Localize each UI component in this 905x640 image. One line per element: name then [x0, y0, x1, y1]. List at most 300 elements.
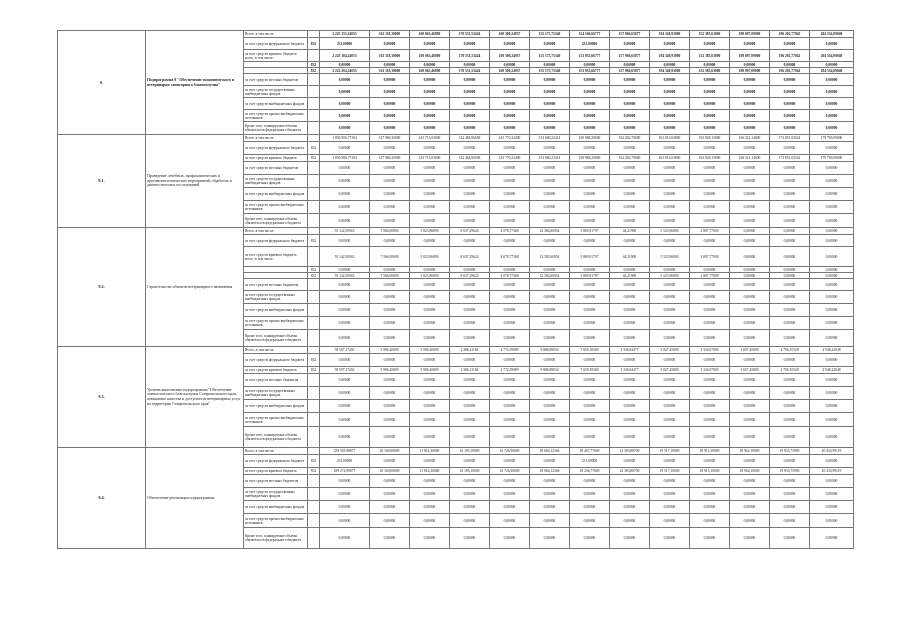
kbk-code: [308, 291, 320, 304]
year-cell: 0,00000: [490, 98, 530, 110]
funding-source: Всего, в том числе:: [244, 228, 308, 235]
total-cell: 0,00000: [320, 400, 370, 413]
year-cell: 0,00000: [450, 317, 490, 330]
year-cell: 0,00000: [410, 214, 450, 228]
budget-table-sheet: [57, 30, 853, 549]
year-cell: 0,00000: [370, 501, 410, 514]
total-cell: 0,00000: [320, 514, 370, 528]
year-cell: 8 637,29624: [450, 228, 490, 235]
year-cell: 0,00000: [450, 162, 490, 175]
year-cell: 0,00000: [610, 427, 650, 448]
year-cell: 0,00000: [370, 38, 410, 50]
year-cell: 0,00000: [410, 475, 450, 488]
year-cell: 3 336,84477: [610, 347, 650, 354]
year-cell: 0,00000: [370, 317, 410, 330]
year-cell: 16 185,10000: [450, 448, 490, 455]
year-cell: 0,00000: [610, 74, 650, 86]
year-cell: 0,00000: [530, 528, 570, 549]
year-cell: 0,00000: [730, 247, 770, 267]
year-cell: 0,00000: [690, 235, 730, 247]
year-cell: 0,00000: [530, 110, 570, 122]
kbk-code: [308, 488, 320, 501]
year-cell: 169 063,46890: [410, 31, 450, 38]
year-cell: 0,00000: [490, 110, 530, 122]
kbk-code: [308, 135, 320, 142]
year-cell: 0,00000: [730, 330, 770, 347]
year-cell: 0,00000: [490, 175, 530, 188]
total-cell: 0,00000: [320, 188, 370, 201]
year-cell: 7 566,00000: [370, 247, 410, 267]
kbk-code: 832: [308, 455, 320, 468]
year-cell: 20 169,00000: [370, 468, 410, 475]
year-cell: 0,00000: [570, 188, 610, 201]
year-cell: 0,00000: [610, 354, 650, 367]
total-cell: 0,00000: [320, 175, 370, 188]
year-cell: 0,00000: [450, 354, 490, 367]
year-cell: 0,00000: [810, 330, 854, 347]
year-cell: 0,00000: [490, 400, 530, 413]
year-cell: 0,00000: [730, 162, 770, 175]
year-cell: 0,00000: [490, 267, 530, 273]
year-cell: 0,00000: [810, 528, 854, 549]
total-cell: 0,00000: [320, 201, 370, 214]
year-cell: 2 772,59089: [490, 367, 530, 374]
year-cell: 0,00000: [530, 175, 570, 188]
funding-source: за счет средств государственных внебюджетных фондов: [244, 175, 308, 188]
year-cell: 179 769,09000: [810, 135, 854, 142]
year-cell: 0,00000: [370, 400, 410, 413]
year-cell: 5 523,96000: [650, 228, 690, 235]
year-cell: 0,00000: [770, 291, 810, 304]
year-cell: 18 064,12346: [530, 448, 570, 455]
year-cell: 0,00000: [730, 488, 770, 501]
year-cell: 0,00000: [410, 455, 450, 468]
year-cell: 0,00000: [410, 74, 450, 86]
year-cell: 0,00000: [570, 98, 610, 110]
year-cell: 0,00000: [450, 501, 490, 514]
year-cell: 0,00000: [410, 330, 450, 347]
year-cell: 0,00000: [730, 304, 770, 317]
section-name: Проведение лечебных, профилактических и противоэпизоотических мероприятий, обработок и диагностических исследований: [146, 135, 244, 228]
year-cell: 0,00000: [770, 413, 810, 427]
year-cell: 0,00000: [730, 38, 770, 50]
year-cell: 4 078,77368: [490, 247, 530, 267]
year-cell: 0,00000: [530, 488, 570, 501]
year-cell: 0,00000: [530, 279, 570, 291]
total-cell: 259 274,98877: [320, 468, 370, 475]
year-cell: 0,00000: [570, 214, 610, 228]
year-cell: 163 828,15800: [690, 155, 730, 162]
year-cell: 0,00000: [490, 142, 530, 155]
year-cell: 142 484,86658: [450, 135, 490, 142]
year-cell: 5 827,45000: [650, 367, 690, 374]
year-cell: 0,00000: [610, 38, 650, 50]
year-cell: 0,00000: [650, 400, 690, 413]
year-cell: 0,00000: [690, 400, 730, 413]
year-cell: 0,00000: [690, 291, 730, 304]
year-cell: 161 812,63800: [650, 155, 690, 162]
kbk-code: [308, 247, 320, 267]
year-cell: 0,00000: [610, 175, 650, 188]
year-cell: 0,00000: [650, 110, 690, 122]
year-cell: 5 823,86890: [410, 247, 450, 267]
year-cell: 0,00000: [770, 330, 810, 347]
year-cell: 0,00000: [530, 142, 570, 155]
year-cell: 0,00000: [410, 267, 450, 273]
section-code: 9.2.: [58, 228, 146, 347]
kbk-code: [308, 279, 320, 291]
year-cell: 0,00000: [690, 455, 730, 468]
year-cell: 0,00000: [770, 175, 810, 188]
total-cell: 1 850 906,77304: [320, 155, 370, 162]
year-cell: 0,00000: [690, 488, 730, 501]
year-cell: 0,00000: [410, 528, 450, 549]
year-cell: 0,00000: [490, 488, 530, 501]
year-cell: 0,00000: [370, 427, 410, 448]
funding-source: за счет средств внебюджетных фондов: [244, 98, 308, 110]
year-cell: 7 566,00000: [370, 228, 410, 235]
year-cell: 0,00000: [370, 455, 410, 468]
kbk-code: [308, 400, 320, 413]
year-cell: 0,00000: [730, 528, 770, 549]
year-cell: 157 966,65877: [610, 68, 650, 74]
year-cell: 0,00000: [410, 427, 450, 448]
section-code: 9.1.: [58, 135, 146, 228]
year-cell: 196 202,77942: [770, 50, 810, 62]
year-cell: 0,00000: [570, 86, 610, 98]
year-cell: 204 534,09040: [810, 68, 854, 74]
kbk-code: [308, 201, 320, 214]
year-cell: 0,00000: [570, 317, 610, 330]
year-cell: 0,00000: [490, 514, 530, 528]
year-cell: 0,00000: [650, 413, 690, 427]
section-name: Строительство объектов ветеринарного назначения: [146, 228, 244, 347]
funding-source: за счет средств прочих внебюджетных источников: [244, 110, 308, 122]
year-cell: 2 772,59089: [490, 347, 530, 354]
year-cell: 166 321,14000: [730, 135, 770, 142]
year-cell: 0,00000: [730, 267, 770, 273]
year-cell: 0,00000: [410, 235, 450, 247]
year-cell: 0,00000: [370, 475, 410, 488]
year-cell: 0,00000: [610, 514, 650, 528]
total-cell: 231,00000: [320, 455, 370, 468]
year-cell: 0,00000: [410, 122, 450, 135]
year-cell: 0,00000: [370, 201, 410, 214]
funding-source: за счет средств внебюджетных фондов: [244, 188, 308, 201]
year-cell: 0,00000: [370, 413, 410, 427]
year-cell: 0,00000: [810, 162, 854, 175]
funding-source: за счет средств местных бюджетов: [244, 374, 308, 387]
year-cell: 0,00000: [410, 514, 450, 528]
total-cell: 0,00000: [320, 214, 370, 228]
kbk-code: [308, 528, 320, 549]
kbk-code: [308, 448, 320, 455]
year-cell: 5 523,96000: [650, 247, 690, 267]
year-cell: 0,00000: [570, 62, 610, 68]
year-cell: 0,00000: [730, 455, 770, 468]
year-cell: 152 385,63000: [690, 68, 730, 74]
year-cell: 0,00000: [770, 488, 810, 501]
total-cell: 2 225 104,24055: [320, 50, 370, 62]
year-cell: 0,00000: [610, 400, 650, 413]
year-cell: 0,00000: [450, 387, 490, 400]
year-cell: 0,00000: [570, 514, 610, 528]
kbk-code: [308, 413, 320, 427]
year-cell: 196 202,77942: [770, 31, 810, 38]
year-cell: 0,00000: [770, 214, 810, 228]
year-cell: 0,00000: [570, 413, 610, 427]
total-cell: 0,00000: [320, 162, 370, 175]
year-cell: 0,00000: [690, 413, 730, 427]
year-cell: 18 467,77600: [570, 448, 610, 455]
year-cell: 19 833,75990: [770, 448, 810, 455]
total-cell: 0,00000: [320, 267, 370, 273]
year-cell: 0,00000: [530, 86, 570, 98]
year-cell: 0,00000: [530, 455, 570, 468]
year-cell: 0,00000: [410, 162, 450, 175]
year-cell: 0,00000: [770, 354, 810, 367]
year-cell: 0,00000: [730, 279, 770, 291]
funding-source: за счет средств краевого бюджета: [244, 367, 308, 374]
year-cell: 0,00000: [770, 62, 810, 68]
funding-source: за счет средств внебюджетных фондов: [244, 501, 308, 514]
year-cell: 0,00000: [770, 400, 810, 413]
year-cell: 20 169,00000: [370, 448, 410, 455]
year-cell: 0,00000: [370, 330, 410, 347]
year-cell: 5 869,91797: [570, 228, 610, 235]
year-cell: 0,00000: [370, 279, 410, 291]
year-cell: 0,00000: [570, 142, 610, 155]
year-cell: 16 726,50000: [490, 468, 530, 475]
year-cell: 0,00000: [610, 279, 650, 291]
total-cell: 0,00000: [320, 86, 370, 98]
year-cell: 0,00000: [450, 400, 490, 413]
kbk-code: 832: [308, 354, 320, 367]
year-cell: 0,00000: [450, 304, 490, 317]
year-cell: 194 340,93000: [650, 68, 690, 74]
year-cell: 194 340,93000: [650, 50, 690, 62]
year-cell: 196 202,77942: [770, 68, 810, 74]
total-cell: 0,00000: [320, 387, 370, 400]
year-cell: 0,00000: [490, 413, 530, 427]
table-row: [58, 135, 854, 142]
year-cell: 0,00000: [610, 98, 650, 110]
year-cell: 0,00000: [370, 188, 410, 201]
year-cell: 0,00000: [650, 74, 690, 86]
year-cell: 18 962,10000: [730, 468, 770, 475]
total-cell: 0,00000: [320, 317, 370, 330]
year-cell: 231,00000: [570, 38, 610, 50]
year-cell: 0,00000: [730, 273, 770, 279]
year-cell: 0,00000: [810, 142, 854, 155]
year-cell: 0,00000: [450, 142, 490, 155]
year-cell: 0,00000: [730, 228, 770, 235]
year-cell: 161 118,30000: [370, 50, 410, 62]
year-cell: 0,00000: [370, 110, 410, 122]
year-cell: 0,00000: [410, 98, 450, 110]
kbk-code: [308, 501, 320, 514]
year-cell: 0,00000: [810, 214, 854, 228]
year-cell: 44,21900: [610, 273, 650, 279]
year-cell: 0,00000: [770, 501, 810, 514]
year-cell: 152 385,63000: [690, 31, 730, 38]
year-cell: 0,00000: [570, 400, 610, 413]
year-cell: 0,00000: [730, 86, 770, 98]
year-cell: 0,00000: [610, 142, 650, 155]
year-cell: 0,00000: [370, 175, 410, 188]
kbk-code: [308, 31, 320, 38]
year-cell: 0,00000: [370, 122, 410, 135]
year-cell: 0,00000: [810, 201, 854, 214]
total-cell: 0,00000: [320, 488, 370, 501]
year-cell: 0,00000: [650, 142, 690, 155]
year-cell: 18 915,10000: [690, 468, 730, 475]
section-code: 9.3.: [58, 347, 146, 448]
year-cell: 0,00000: [770, 528, 810, 549]
year-cell: 0,00000: [650, 38, 690, 50]
year-cell: 18 236,77600: [570, 468, 610, 475]
year-cell: 0,00000: [810, 413, 854, 427]
year-cell: 5 869,91797: [570, 247, 610, 267]
year-cell: 0,00000: [570, 475, 610, 488]
year-cell: 0,00000: [450, 330, 490, 347]
funding-source: за счет средств федерального бюджета: [244, 455, 308, 468]
year-cell: 0,00000: [770, 279, 810, 291]
year-cell: 0,00000: [490, 330, 530, 347]
year-cell: 0,00000: [810, 455, 854, 468]
year-cell: 0,00000: [810, 273, 854, 279]
year-cell: 189 097,09000: [730, 50, 770, 62]
year-cell: 0,00000: [650, 201, 690, 214]
year-cell: 0,00000: [690, 354, 730, 367]
year-cell: 133 680,23414: [530, 135, 570, 142]
year-cell: 0,00000: [690, 317, 730, 330]
year-cell: 169 063,46890: [410, 50, 450, 62]
year-cell: 0,00000: [410, 501, 450, 514]
year-cell: 2 807,77000: [690, 247, 730, 267]
funding-source: Кроме того, планируемые объемы обязательств федерального бюджета: [244, 330, 308, 347]
year-cell: 0,00000: [570, 74, 610, 86]
table-row: [58, 31, 854, 38]
year-cell: 0,00000: [530, 413, 570, 427]
year-cell: 0,00000: [610, 528, 650, 549]
year-cell: 204 534,09040: [810, 50, 854, 62]
year-cell: 160 888,29000: [570, 135, 610, 142]
funding-source: за счет средств краевого бюджета: [244, 468, 308, 475]
kbk-code: [308, 427, 320, 448]
year-cell: 162 202,79000: [610, 155, 650, 162]
funding-source: Кроме того, планируемые объемы обязательств федерального бюджета: [244, 214, 308, 228]
year-cell: 0,00000: [450, 38, 490, 50]
year-cell: 0,00000: [730, 400, 770, 413]
year-cell: 4 078,77368: [490, 273, 530, 279]
year-cell: 8 637,29624: [450, 273, 490, 279]
year-cell: 170 531,53424: [450, 31, 490, 38]
year-cell: 19 833,75990: [770, 468, 810, 475]
year-cell: 0,00000: [610, 62, 650, 68]
year-cell: 16 726,50000: [490, 448, 530, 455]
year-cell: 0,00000: [650, 62, 690, 68]
year-cell: 0,00000: [530, 501, 570, 514]
year-cell: 0,00000: [690, 528, 730, 549]
year-cell: 0,00000: [690, 98, 730, 110]
year-cell: 0,00000: [370, 98, 410, 110]
year-cell: 0,00000: [770, 455, 810, 468]
year-cell: 170 531,53424: [450, 50, 490, 62]
year-cell: 157 966,65877: [610, 31, 650, 38]
funding-source: за счет средств краевого бюджета всего, в том числе:: [244, 50, 308, 62]
section-name: Подпрограмма 9 "Обеспечение экономического и ветеринарно-санитарного благополучия": [146, 31, 244, 135]
year-cell: 0,00000: [410, 201, 450, 214]
year-cell: 2 807,77000: [690, 228, 730, 235]
kbk-code: [308, 98, 320, 110]
year-cell: 0,00000: [610, 317, 650, 330]
year-cell: 0,00000: [530, 38, 570, 50]
funding-source: за счет средств государственных внебюджетных фондов: [244, 291, 308, 304]
kbk-code: [308, 50, 320, 62]
year-cell: 0,00000: [530, 188, 570, 201]
year-cell: 0,00000: [450, 175, 490, 188]
year-cell: 0,00000: [810, 475, 854, 488]
table-row: [58, 347, 854, 354]
year-cell: 0,00000: [450, 74, 490, 86]
kbk-code: 832: [308, 155, 320, 162]
year-cell: 153 935,66777: [570, 50, 610, 62]
total-cell: 2 222 204,24055: [320, 68, 370, 74]
year-cell: 0,00000: [450, 528, 490, 549]
year-cell: 11 816,30000: [410, 468, 450, 475]
funding-source: за счет средств федерального бюджета: [244, 38, 308, 50]
year-cell: 145 770,22400: [490, 155, 530, 162]
funding-source: Всего, в том числе:: [244, 135, 308, 142]
year-cell: 20 433,99119: [810, 468, 854, 475]
year-cell: 19 517,10000: [650, 448, 690, 455]
year-cell: 0,00000: [570, 279, 610, 291]
year-cell: 0,00000: [450, 86, 490, 98]
year-cell: 0,00000: [570, 201, 610, 214]
funding-source: Кроме того, планируемые объемы обязательств федерального бюджета: [244, 122, 308, 135]
year-cell: 0,00000: [450, 455, 490, 468]
year-cell: 0,00000: [770, 201, 810, 214]
year-cell: 0,00000: [770, 247, 810, 267]
year-cell: 170 531,53424: [450, 68, 490, 74]
year-cell: 0,00000: [730, 291, 770, 304]
year-cell: 0,00000: [610, 387, 650, 400]
year-cell: 0,00000: [370, 291, 410, 304]
year-cell: 0,00000: [770, 387, 810, 400]
year-cell: 0,00000: [490, 304, 530, 317]
year-cell: 0,00000: [570, 528, 610, 549]
kbk-code: [308, 330, 320, 347]
year-cell: 7 566,00000: [370, 273, 410, 279]
year-cell: 0,00000: [410, 110, 450, 122]
year-cell: 0,00000: [770, 110, 810, 122]
total-cell: 55 142,50943: [320, 273, 370, 279]
section-code: 9.4.: [58, 448, 146, 549]
year-cell: 0,00000: [770, 228, 810, 235]
total-cell: 231,00000: [320, 38, 370, 50]
funding-source: Всего, в том числе:: [244, 347, 308, 354]
year-cell: 3 336,84477: [610, 367, 650, 374]
year-cell: 18 064,12346: [530, 468, 570, 475]
year-cell: 0,00000: [730, 188, 770, 201]
year-cell: 0,00000: [490, 38, 530, 50]
kbk-code: [308, 188, 320, 201]
year-cell: 0,00000: [370, 354, 410, 367]
year-cell: 0,00000: [490, 475, 530, 488]
year-cell: 0,00000: [570, 427, 610, 448]
year-cell: 0,00000: [370, 214, 410, 228]
